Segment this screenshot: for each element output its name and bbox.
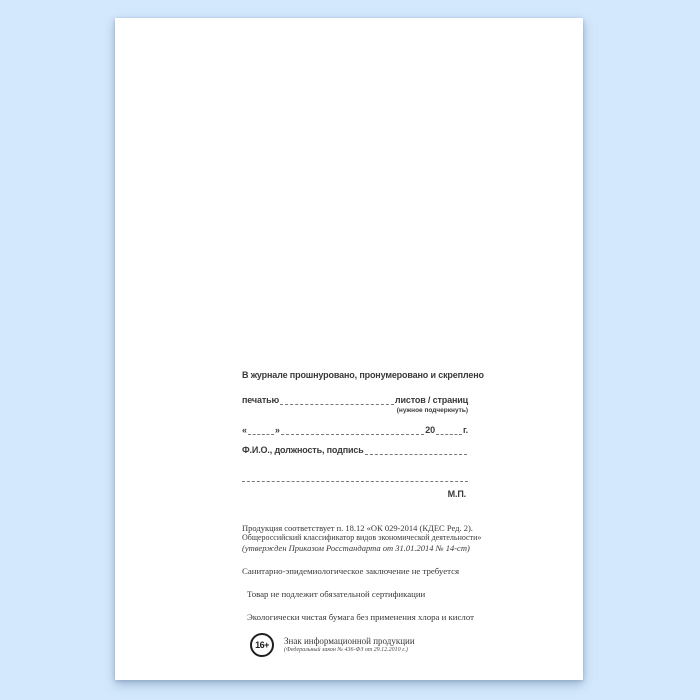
compliance-line-1: Продукция соответствует п. 18.12 «ОК 029-2014 (КДЕС Ред. 2). <box>242 523 473 533</box>
age-badge-row <box>242 633 468 657</box>
fio-label: Ф.И.О., должность, подпись <box>242 445 364 455</box>
blank-line-day <box>248 426 274 435</box>
note-certification: Товар не подлежит обязательной сертификации <box>247 589 426 599</box>
signature-line-row <box>242 473 468 482</box>
fio-row <box>242 445 468 456</box>
blank-line-seal <box>280 396 394 405</box>
blank-line-month <box>281 426 425 435</box>
underline-note: (нужное подчеркнуть) <box>396 407 468 414</box>
stitch-statement: В журнале прошнуровано, пронумеровано и скреплено <box>242 370 484 380</box>
seal-place-abbr: М.П. <box>447 489 466 499</box>
quote-close: » <box>274 425 280 435</box>
note-eco-paper: Экологически чистая бумага без применения хлора и кислот <box>247 612 474 622</box>
year-prefix: 20 <box>425 425 435 435</box>
age-badge-text <box>284 633 415 654</box>
compliance-paragraph <box>242 523 482 553</box>
age-badge-law-note: (Федеральный закон № 436-ФЗ от 29.12.2010 г.) <box>284 647 408 653</box>
page-text-block <box>242 369 484 657</box>
blank-line-signature <box>242 473 468 482</box>
compliance-line-3: (утвержден Приказом Росстандарта от 31.01.2014 № 14-ст) <box>242 543 470 553</box>
compliance-line-2: Общероссийский классификатор видов экономической деятельности» <box>242 533 482 542</box>
blank-line-fio <box>365 446 467 455</box>
date-row <box>242 425 468 436</box>
year-suffix: г. <box>462 425 468 435</box>
document-page <box>115 18 583 680</box>
quote-open: « <box>242 425 247 435</box>
seal-row <box>242 395 468 406</box>
note-sanitary: Санитарно-эпидемиологическое заключение не требуется <box>242 566 460 576</box>
blank-line-year <box>436 426 462 435</box>
seal-label: печатью <box>242 395 280 405</box>
age-badge-title: Знак информационной продукции <box>284 636 415 646</box>
sheets-label: листов / страниц <box>394 395 468 405</box>
age-rating-icon: 16+ <box>250 633 274 657</box>
